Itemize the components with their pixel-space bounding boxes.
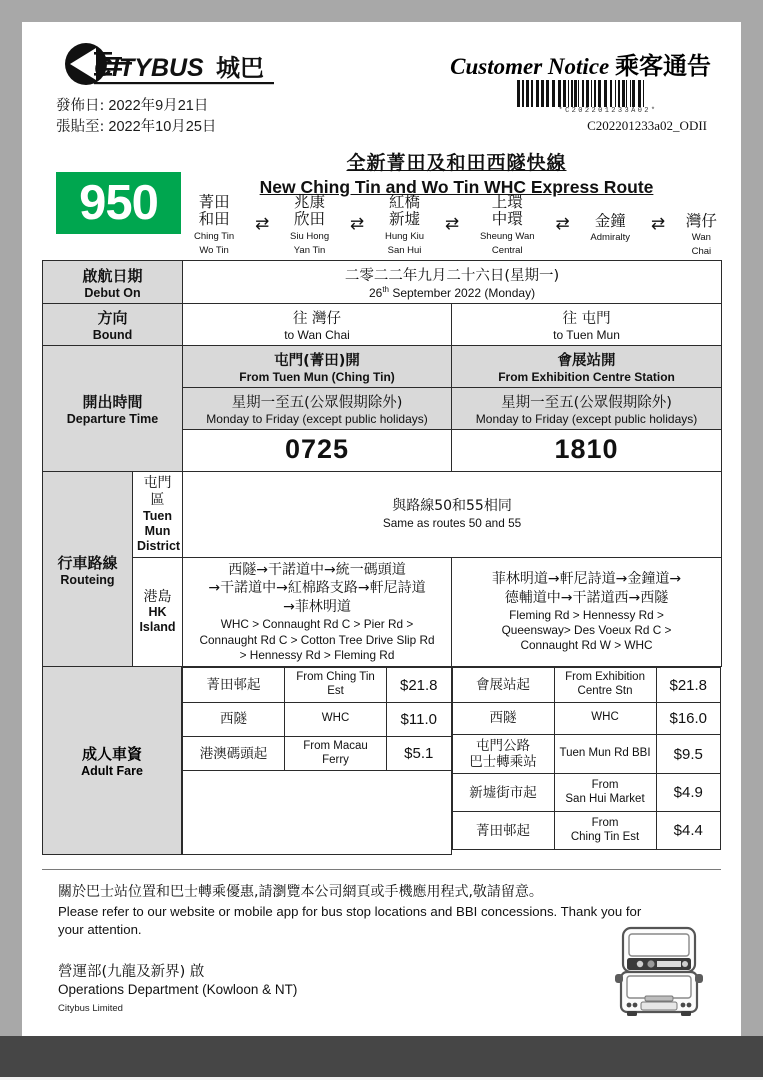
routeing-label-zh: 行車路線 — [57, 553, 118, 572]
routeing-hk-right-en-3: Connaught Rd W > WHC — [520, 638, 653, 653]
district-hk-zh: 港島 — [143, 588, 172, 605]
days-right-zh: 星期一至五(公眾假期除外) — [501, 395, 672, 411]
route-stop-1-zh2: 欣田 — [294, 210, 326, 229]
fare-right-4-zh: 菁田邨起 — [452, 812, 554, 850]
fare-right-1-en1: WHC — [554, 702, 656, 734]
route-arrow-icon-2: ⇄ — [444, 214, 460, 234]
district-tm-en3: District — [137, 538, 181, 553]
fare-right-3-zh: 新墟街市起 — [452, 774, 554, 812]
route-stop-2-en2: San Hui — [387, 244, 422, 256]
routeing-hk-right-en-1: Fleming Rd > Hennessy Rd > — [509, 607, 664, 622]
route-arrow-icon-3: ⇄ — [555, 214, 570, 234]
district-tm-en2: Mun — [144, 523, 171, 538]
debut-value-cell — [183, 261, 722, 304]
days-left-cell — [183, 388, 452, 430]
table-row-origin — [43, 346, 722, 388]
route-stop-5-en2: Chai — [691, 246, 712, 258]
origin-right-cell — [452, 346, 722, 388]
post-until-value: 2022年10月25日 — [108, 119, 217, 135]
routeing-hk-left-zh-3: →菲林明道 — [283, 599, 351, 616]
fare-right-2-zh1: 屯門公路 — [476, 737, 530, 754]
fare-right-0-zh: 會展站起 — [452, 668, 554, 703]
fare-right-2-zh — [452, 734, 554, 773]
routeing-hk-right-cell — [452, 557, 722, 667]
route-stop-1 — [290, 194, 329, 256]
origin-left-cell — [183, 346, 452, 388]
routeing-tm-zh: 與路線50和55相同 — [392, 498, 512, 515]
fare-row — [452, 702, 721, 734]
notice-dates — [56, 96, 216, 138]
departure-time-right: 1810 — [452, 430, 722, 472]
route-stop-4-zh2: 金鐘 — [594, 212, 626, 230]
fare-row — [183, 668, 452, 703]
departure-label-cell — [43, 346, 183, 472]
company-name: Citybus Limited — [58, 1003, 123, 1014]
route-stop-0 — [194, 194, 234, 256]
route-title-zh: 全新菁田及和田西隧快線 — [346, 152, 567, 174]
signoff-block — [58, 960, 297, 1014]
route-band — [42, 148, 721, 260]
departure-time-left: 0725 — [183, 430, 452, 472]
origin-right-zh: 會展站開 — [557, 353, 616, 369]
route-stop-1-zh1: 兆康 — [294, 193, 326, 211]
table-row-bound — [43, 304, 722, 346]
fare-row-empty — [183, 771, 452, 855]
fare-row — [452, 812, 721, 850]
debut-label-cell — [43, 261, 183, 304]
route-stop-1-en2: Yan Tin — [293, 244, 326, 256]
notice-page — [22, 22, 741, 1036]
barcode-digits: *C202201233A02* — [558, 107, 658, 115]
fare-left-2-zh: 港澳碼頭起 — [183, 736, 285, 771]
district-hk-en2: Island — [139, 620, 176, 635]
debut-day-suffix: th — [382, 285, 389, 294]
route-stop-0-zh1: 菁田 — [198, 193, 230, 211]
fare-row — [183, 736, 452, 771]
bound-label-cell — [43, 304, 183, 346]
route-stop-2-zh2: 新墟 — [389, 210, 421, 229]
debut-label-en: Debut On — [84, 285, 141, 300]
fare-left-1-amount: $11.0 — [387, 702, 451, 736]
routeing-hk-left-en-2: Connaught Rd C > Cotton Tree Drive Slip Rd — [199, 632, 435, 647]
days-right-en: Monday to Friday (except public holidays) — [475, 412, 698, 426]
fare-left-0-zh: 菁田邨起 — [183, 668, 285, 703]
bound-label-en: Bound — [92, 328, 133, 342]
routeing-label-en: Routeing — [60, 572, 115, 587]
routeing-hk-left-en-3: > Hennessy Rd > Fleming Rd — [239, 647, 395, 662]
customer-notice-title-en: Customer Notice — [450, 54, 610, 79]
route-stop-3-zh2: 中環 — [491, 210, 523, 229]
route-stop-3-zh1: 上環 — [491, 193, 523, 211]
fare-right-4-amount: $4.4 — [656, 812, 720, 850]
fare-column-to-tuen-mun — [452, 667, 722, 855]
route-arrow-icon-0: ⇄ — [254, 214, 270, 234]
route-stop-0-zh2: 和田 — [198, 210, 230, 229]
fare-right-1-zh: 西隧 — [452, 702, 554, 734]
barcode-id: C202201233a02_ODII — [587, 118, 707, 133]
fare-right-4-en1: From — [591, 816, 619, 829]
route-stop-4-en1: Admiralty — [590, 232, 630, 244]
routeing-hk-left-en-1: WHC > Connaught Rd C > Pier Rd > — [220, 617, 414, 632]
route-stop-2 — [385, 194, 424, 256]
svg-text:CITYBUS: CITYBUS — [94, 54, 204, 82]
routeing-hk-left-zh-1: 西隧→干諾道中→統一碼頭道 — [228, 561, 406, 578]
fare-left-empty — [183, 771, 452, 855]
notice-header — [42, 40, 721, 148]
fare-label-cell — [42, 667, 182, 855]
debut-day-number: 26 — [368, 286, 383, 300]
footer-divider — [42, 869, 721, 870]
fare-right-4-en2: Ching Tin Est — [570, 830, 640, 843]
department-zh: 營運部(九龍及新界) 啟 — [58, 964, 205, 980]
origin-left-en: From Tuen Mun (Ching Tin) — [239, 370, 395, 384]
fare-label-en: Adult Fare — [81, 764, 143, 779]
route-title — [192, 148, 721, 198]
fare-right-3-en — [554, 774, 656, 812]
routeing-tm-value-cell — [183, 472, 722, 558]
route-stop-5-en1: Wan — [691, 232, 711, 244]
fare-right-0-en1: From Exhibition — [565, 671, 645, 684]
departure-label-en: Departure Time — [66, 412, 159, 426]
department-en: Operations Department (Kowloon & NT) — [58, 982, 298, 997]
fare-right-2-zh2: 巴士轉乘站 — [469, 754, 537, 771]
district-tm-en1: Tuen — [143, 508, 172, 523]
fare-right-2-en1: Tuen Mun Rd BBI — [554, 734, 656, 773]
fare-label-zh: 成人車資 — [81, 745, 142, 764]
debut-label-zh: 啟航日期 — [82, 266, 143, 285]
route-stop-5-zh2: 灣仔 — [685, 212, 717, 230]
route-stop-2-zh1: 紅橋 — [389, 193, 421, 211]
route-stops — [194, 194, 717, 258]
route-number-badge: 950 — [56, 172, 181, 234]
fare-row — [183, 702, 452, 736]
fare-right-3-amount: $4.9 — [656, 774, 720, 812]
district-hk-cell — [133, 557, 183, 667]
bound-right-cell — [452, 304, 722, 346]
days-left-en: Monday to Friday (except public holidays) — [206, 412, 428, 426]
fare-right-2-amount: $9.5 — [656, 734, 720, 773]
route-stop-0-en1: Ching Tin — [194, 230, 235, 242]
notice-table — [42, 260, 722, 667]
fare-right-0-en2: Centre Stn — [577, 685, 633, 698]
district-tuen-mun-cell — [133, 472, 183, 558]
routeing-label-cell — [43, 472, 133, 667]
fare-right-3-en1: From — [591, 778, 619, 791]
bound-right-zh: 往 屯門 — [562, 311, 611, 327]
bound-right-en: to Tuen Mun — [553, 328, 620, 342]
fare-left-0-en: From Ching Tin Est — [285, 668, 387, 703]
departure-label-zh: 開出時間 — [82, 393, 143, 411]
customer-notice-title — [450, 46, 711, 81]
days-right-cell — [452, 388, 722, 430]
route-stop-1-en1: Siu Hong — [290, 230, 330, 242]
route-stop-2-en1: Hung Kiu — [384, 230, 425, 242]
debut-value-en — [187, 285, 717, 300]
route-stop-3 — [480, 194, 535, 256]
routeing-tm-en: Same as routes 50 and 55 — [382, 516, 522, 531]
fare-column-to-wan-chai — [182, 667, 452, 855]
fare-right-4-en — [554, 812, 656, 850]
days-left-zh: 星期一至五(公眾假期除外) — [231, 395, 403, 411]
fare-left-1-en: WHC — [285, 702, 387, 736]
route-stop-3-en2: Central — [491, 244, 523, 256]
issue-date-label: 發佈日: — [56, 98, 105, 114]
route-stop-4 — [590, 194, 630, 244]
fare-section — [42, 667, 721, 855]
debut-month-year: September 2022 (Monday) — [388, 286, 536, 300]
fare-right-3-en2: San Hui Market — [565, 792, 645, 805]
route-stop-5 — [686, 194, 717, 258]
bound-left-cell — [183, 304, 452, 346]
customer-notice-title-zh: 乘客通告 — [615, 52, 711, 80]
footer-note-zh: 關於巴士站位置和巴士轉乘優惠,請瀏覽本公司網頁或手機應用程式,敬請留意。 — [58, 884, 543, 901]
issue-date-value: 2022年9月21日 — [108, 98, 209, 114]
routeing-hk-right-en-2: Queensway> Des Voeux Rd C > — [501, 623, 672, 638]
table-row-routeing-hk — [43, 557, 722, 667]
route-arrow-icon-4: ⇄ — [650, 214, 666, 234]
footer-note-en-2: your attention. — [58, 922, 142, 938]
fare-left-2-amount: $5.1 — [387, 736, 451, 771]
bus-illustration-icon — [607, 926, 711, 1018]
post-until-label: 張貼至: — [56, 119, 105, 135]
origin-left-zh: 屯門(菁田)開 — [274, 353, 360, 369]
fare-row — [452, 734, 721, 773]
fare-left-2-en: From Macau Ferry — [285, 736, 387, 771]
citybus-logo — [56, 42, 316, 88]
fare-left-1-zh: 西隧 — [183, 702, 285, 736]
footer-note-en-1: Please refer to our website or mobile app for bus stop locations and BBI concessions. Thank you for — [58, 903, 642, 919]
routeing-hk-left-cell — [183, 557, 452, 667]
fare-row — [452, 774, 721, 812]
routeing-hk-left-zh-2: →干諾道中→紅棉路支路→軒尼詩道 — [208, 580, 426, 597]
origin-right-en: From Exhibition Centre Station — [498, 370, 675, 384]
routeing-hk-right-zh-1: 菲林明道→軒尼詩道→金鐘道→ — [491, 571, 682, 588]
table-row-routeing-tm — [43, 472, 722, 558]
fare-right-0-en — [554, 668, 656, 703]
debut-value-zh: 二零二二年九月二十六日(星期一) — [344, 268, 560, 284]
route-stop-3-en1: Sheung Wan — [479, 230, 535, 242]
route-arrow-icon-1: ⇄ — [349, 214, 365, 234]
bound-left-zh: 往 灣仔 — [292, 311, 342, 327]
bottom-bar — [0, 1036, 763, 1080]
svg-text:城巴: 城巴 — [216, 54, 264, 82]
district-hk-en1: HK — [148, 605, 167, 620]
bound-left-en: to Wan Chai — [284, 328, 350, 342]
fare-left-0-amount: $21.8 — [387, 668, 451, 703]
route-title-en: New Ching Tin and Wo Tin WHC Express Route — [259, 177, 654, 197]
fare-row — [452, 668, 721, 703]
barcode — [517, 80, 699, 114]
table-row-debut — [43, 261, 722, 304]
route-stop-0-en2: Wo Tin — [199, 244, 229, 256]
district-tm-zh: 屯門區 — [143, 475, 172, 508]
fare-right-0-amount: $21.8 — [656, 668, 720, 703]
routeing-hk-right-zh-2: 德輔道中→干諾道西→西隧 — [504, 589, 669, 606]
bound-label-zh: 方向 — [97, 309, 128, 327]
fare-right-1-amount: $16.0 — [656, 702, 720, 734]
